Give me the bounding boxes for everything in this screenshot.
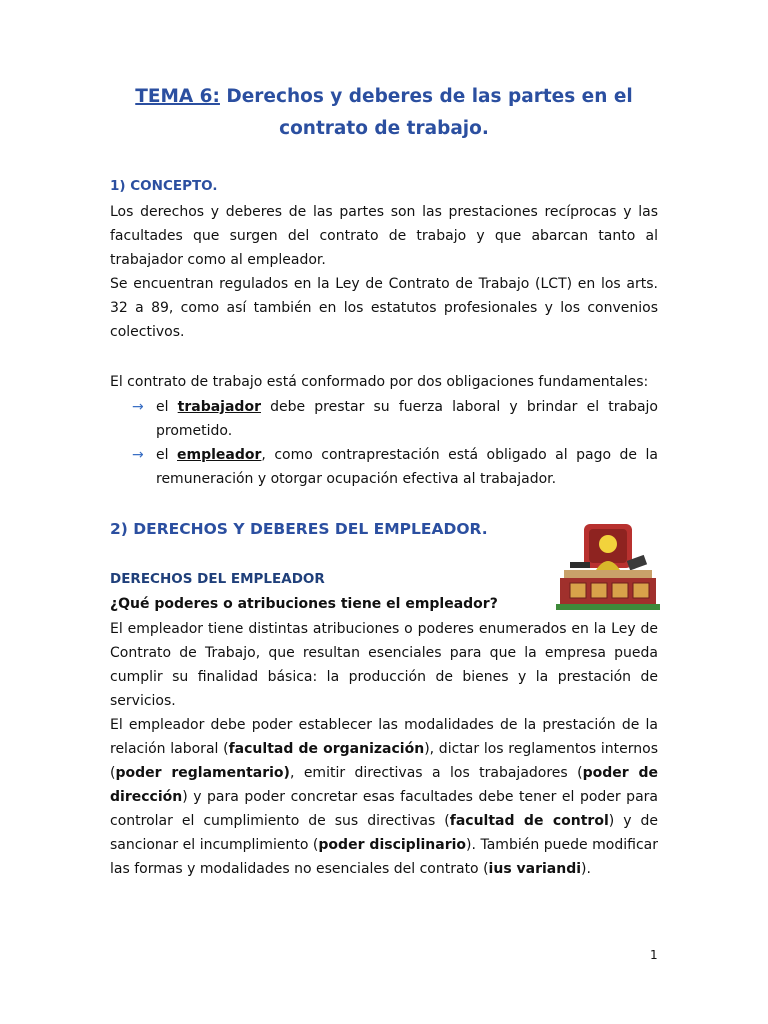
bullet-2-line-1: el empleador, como contraprestación está obligado al pago de la [156,447,659,463]
p2-line-4: dirección) y para poder concretar esas facultades debe tener el poder para [110,789,658,805]
p2-line-5: controlar el cumplimiento de sus directivas (facultad de control) y de [110,813,658,829]
s1-line-4: Se encuentran regulados en la Ley de Contrato de Trabajo (LCT) en los arts. [110,276,658,292]
arrow-right-icon: → [132,447,144,463]
section2-heading: 2) DERECHOS Y DEBERES DEL EMPLEADOR. [110,520,488,538]
term-trabajador: trabajador [177,399,261,415]
p2-line-1: El empleador debe poder establecer las modalidades de la prestación de la [110,717,658,733]
p2-line-7: las formas y modalidades no esenciales del contrato (ius variandi). [110,861,591,877]
term-empleador: empleador [177,447,262,463]
bullet-1-line-2: prometido. [156,423,233,439]
subheading-derechos: DERECHOS DEL EMPLEADOR [110,571,325,587]
employer-at-desk-clipart [556,520,660,610]
s1-intro: El contrato de trabajo está conformado por dos obligaciones fundamentales: [110,374,649,390]
title-line1: Derechos y deberes de las partes en el [226,86,633,107]
s1-line-1: Los derechos y deberes de las partes son las prestaciones recíprocas y las [110,204,658,220]
s1-line-2: facultades que surgen del contrato de trabajo y que abarcan tanto al [110,228,658,244]
page-number: 1 [650,948,658,962]
p2-line-6: sancionar el incumplimiento (poder disciplinario). También puede modificar [110,837,658,853]
s1-line-5: 32 a 89, como así también en los estatutos profesionales y los convenios [110,300,658,316]
question: ¿Qué poderes o atribuciones tiene el empleador? [110,596,498,612]
bullet-2-line-2: remuneración y otorgar ocupación efectiva al trabajador. [156,471,557,487]
document-title-line2: contrato de trabajo. [279,118,489,139]
document-title [0,86,768,107]
p2-line-3: (poder reglamentario), emitir directivas a los trabajadores (poder de [110,765,659,781]
p1-line-3: cumplir su finalidad básica: la producción de bienes y la prestación de [110,669,658,685]
arrow-right-icon: → [132,399,144,415]
bullet-1-line-1: el trabajador debe prestar su fuerza laboral y brindar el trabajo [156,399,658,415]
title-prefix: TEMA 6: [135,86,220,107]
p2-line-2: relación laboral (facultad de organización), dictar los reglamentos internos [110,741,658,757]
section1-heading: 1) CONCEPTO. [110,178,218,194]
p1-line-2: Contrato de Trabajo, que resultan esenciales para que la empresa pueda [110,645,658,661]
p1-line-1: El empleador tiene distintas atribuciones o poderes enumerados en la Ley de [110,621,658,637]
p1-line-4: servicios. [110,693,176,709]
s1-line-3: trabajador como al empleador. [110,252,326,268]
s1-line-6: colectivos. [110,324,185,340]
